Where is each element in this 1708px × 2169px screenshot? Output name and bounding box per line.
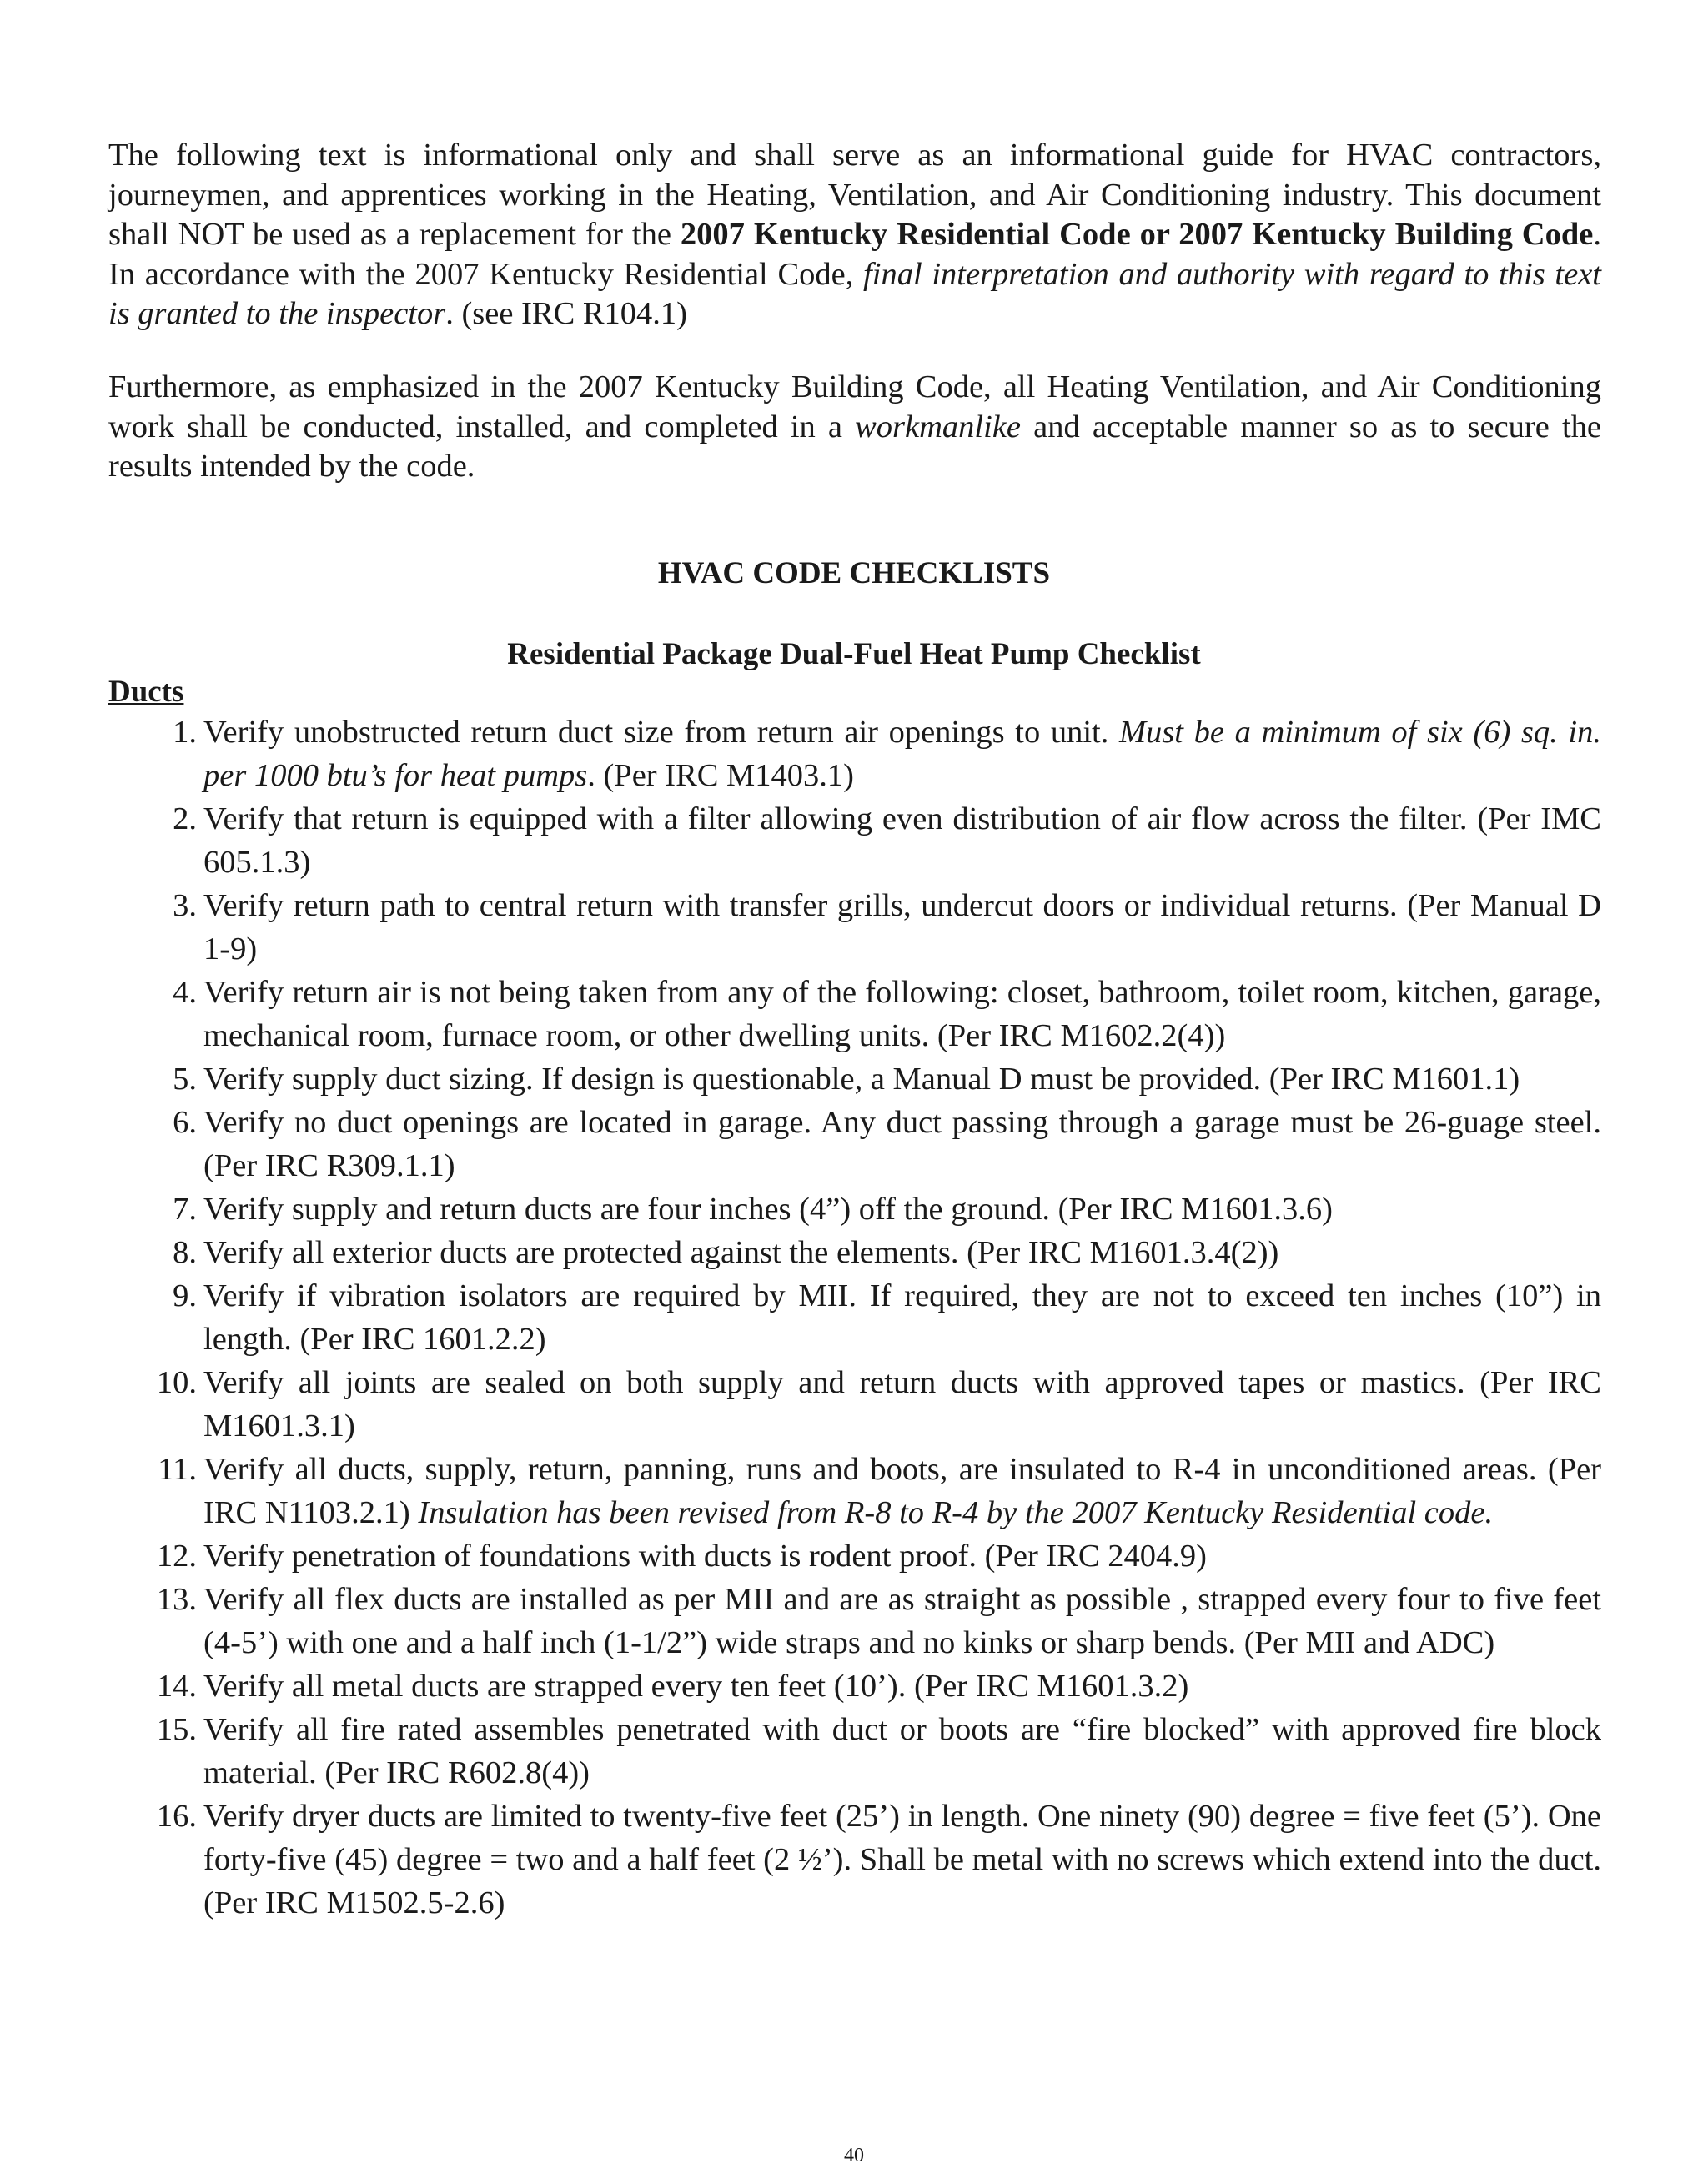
text-run: Verify return air is not being taken from any of the following: closet, bathroom, toilet room, kitchen, garage, mechanical room, furnace room, or other dwelling units. (Per IRC M1602.2(4)) [203, 975, 1601, 1053]
text-run: Verify if vibration isolators are required by MII. If required, they are not to exceed ten inches (10”) in length. (Per IRC 1601.2.2) [203, 1278, 1601, 1357]
checklist-item [108, 1274, 1601, 1361]
text-run: Verify unobstructed return duct size from return air openings to unit. [203, 715, 1119, 750]
text-run: Verify return path to central return with transfer grills, undercut doors or individual returns. (Per Manual D 1-9) [203, 888, 1601, 967]
text-run: Verify all flex ducts are installed as per MII and are as straight as possible , strapped every four to five feet (4-5’) with one and a half inch (1-1/2”) wide straps and no kinks or sharp bends. (Per MII and ADC) [203, 1582, 1601, 1660]
text-run: and acceptable manner so as to secure the results intended by the code. [108, 409, 1601, 484]
item-number: 5. [173, 1062, 197, 1097]
item-number: 6. [173, 1105, 197, 1140]
checklist-title: Residential Package Dual-Fuel Heat Pump Checklist [507, 637, 1201, 671]
item-number: 8. [173, 1235, 197, 1270]
checklist-item [108, 971, 1601, 1057]
text-run: . In accordance with the 2007 Kentucky Residential Code, [108, 217, 1601, 292]
text-run: The following text is informational only and shall serve as an informational guide for HVAC contractors, journeymen, and apprentices working in the Heating, Ventilation, and Air Conditioning industry. This document shall NOT be used as a replacement for the [108, 138, 1601, 252]
text-run: 2007 Kentucky Residential Code or 2007 Kentucky Building Code [680, 217, 1594, 252]
checklist-item [108, 1187, 1601, 1231]
item-number: 4. [173, 975, 197, 1010]
text-run: Verify dryer ducts are limited to twenty-five feet (25’) in length. One ninety (90) degree = five feet (5’). One forty-five (45) degree = two and a half feet (2 ½’). Shall be metal with no screws which extend into the duct. (Per IRC M1502.5-2.6) [203, 1799, 1601, 1920]
item-number: 11. [158, 1452, 197, 1487]
checklist-item [108, 1795, 1601, 1925]
page-title: HVAC CODE CHECKLISTS [657, 556, 1051, 590]
item-number: 16. [156, 1799, 197, 1834]
checklist-item [108, 1101, 1601, 1187]
item-number: 15. [156, 1712, 197, 1747]
checklist-item [108, 1578, 1601, 1664]
section-heading-ducts: Ducts [108, 675, 184, 709]
text-run: Verify all ducts, supply, return, panning, runs and boots, are insulated to R-4 in unconditioned areas. (Per IRC N1103.2.1) [203, 1452, 1601, 1530]
text-run: Furthermore, as emphasized in the 2007 Kentucky Building Code, all Heating Ventilation, and Air Conditioning work shall be conducted, installed, and completed in a [108, 369, 1601, 444]
item-number: 10. [156, 1365, 197, 1400]
checklist-item [108, 1664, 1601, 1708]
text-run: . (see IRC R104.1) [445, 296, 688, 331]
checklist-item [108, 1231, 1601, 1274]
text-run: Verify all fire rated assembles penetrated with duct or boots are “fire blocked” with approved fire block material. (Per IRC R602.8(4)) [203, 1712, 1601, 1790]
item-number: 12. [156, 1539, 197, 1574]
checklist-item [108, 1448, 1601, 1534]
text-run: Verify penetration of foundations with ducts is rodent proof. (Per IRC 2404.9) [203, 1539, 1207, 1574]
text-run: Verify supply and return ducts are four inches (4”) off the ground. (Per IRC M1601.3.6) [203, 1192, 1333, 1227]
item-number: 1. [173, 715, 197, 750]
item-number: 3. [173, 888, 197, 923]
intro-paragraph-workmanship [108, 368, 1601, 487]
checklist-item [108, 1534, 1601, 1578]
text-run: Verify all exterior ducts are protected against the elements. (Per IRC M1601.3.4(2)) [203, 1235, 1279, 1270]
checklist-item [108, 797, 1601, 884]
item-number: 7. [173, 1192, 197, 1227]
page-number: 40 [844, 2145, 864, 2166]
text-run: Verify all joints are sealed on both supply and return ducts with approved tapes or mastics. (Per IRC M1601.3.1) [203, 1365, 1601, 1443]
checklist-item [108, 710, 1601, 797]
item-number: 2. [173, 801, 197, 836]
text-run: Insulation has been revised from R-8 to R-4 by the 2007 Kentucky Residential code. [418, 1495, 1494, 1530]
item-number: 14. [156, 1669, 197, 1704]
checklist-item [108, 1057, 1601, 1101]
text-run: workmanlike [855, 409, 1021, 444]
text-run: final interpretation and authority with regard to this text is granted to the inspector [108, 256, 1602, 331]
text-run: . (Per IRC M1403.1) [587, 758, 854, 793]
text-run: Verify supply duct sizing. If design is questionable, a Manual D must be provided. (Per IRC M1601.1) [203, 1062, 1520, 1097]
text-run: Verify that return is equipped with a filter allowing even distribution of air flow across the filter. (Per IMC 605.1.3) [203, 801, 1601, 880]
intro-paragraph-disclaimer [108, 136, 1601, 334]
text-run: Verify no duct openings are located in garage. Any duct passing through a garage must be 26-guage steel. (Per IRC R309.1.1) [203, 1105, 1601, 1183]
checklist-item [108, 1361, 1601, 1448]
checklist-item [108, 884, 1601, 971]
text-run: Must be a minimum of six (6) sq. in. per 1000 btu’s for heat pumps [203, 715, 1601, 793]
checklist-item [108, 1708, 1601, 1795]
ducts-checklist [108, 710, 1601, 1925]
item-number: 13. [156, 1582, 197, 1617]
item-number: 9. [173, 1278, 197, 1313]
text-run: Verify all metal ducts are strapped every ten feet (10’). (Per IRC M1601.3.2) [203, 1669, 1189, 1704]
